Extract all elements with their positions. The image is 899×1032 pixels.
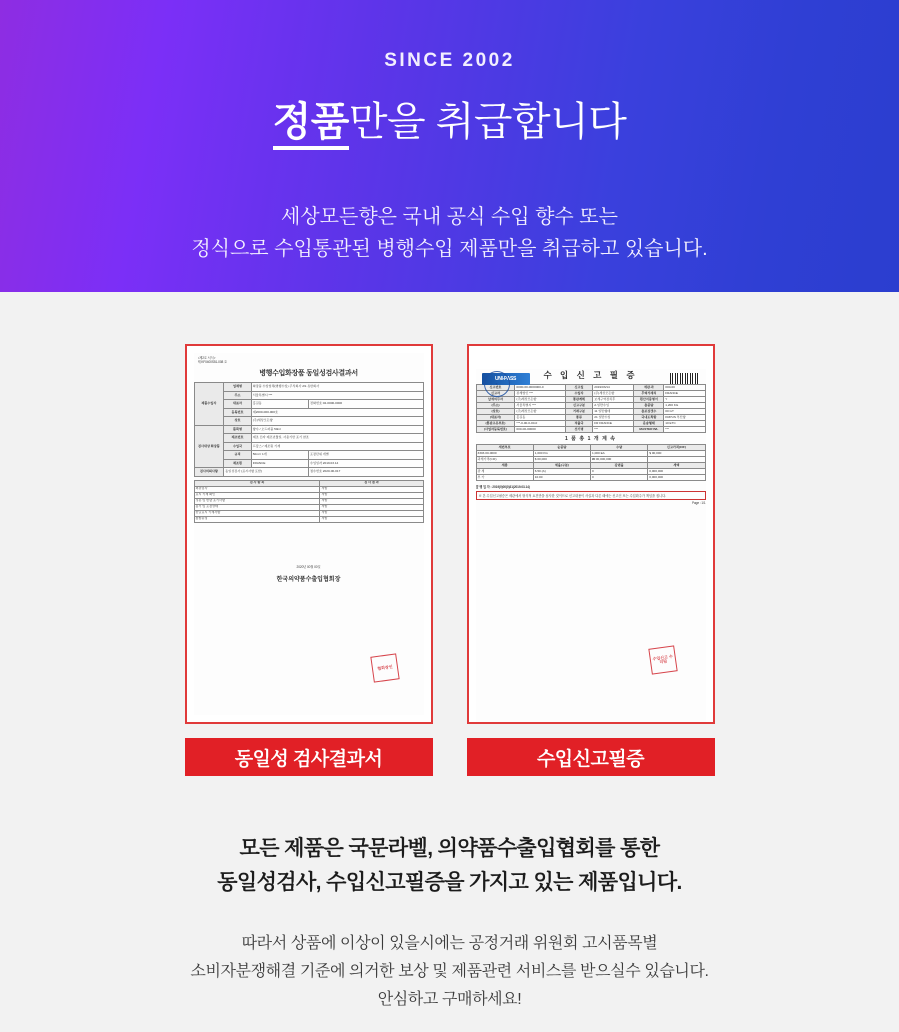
doc1-cell: 업체명: [224, 383, 251, 392]
doc2-cell: Y: [664, 397, 705, 403]
doc2-cell: (사업자등록번호): [476, 427, 515, 433]
page-title: [273, 100, 627, 144]
hero-banner: [0, 0, 899, 292]
doc1-cell: 수입국: [224, 442, 251, 451]
doc2-cell: 2019/03/14: [593, 385, 634, 391]
doc1-cell: 향수 / 오드퍼퓸 50ml: [251, 425, 423, 434]
doc2-cell: ***: [593, 427, 634, 433]
doc1-cell: 서울특별시 ***: [251, 391, 423, 400]
certificate-item-identity: [185, 344, 433, 776]
doc1-cell: 규격: [224, 451, 251, 460]
doc2-cell: 신고번호: [476, 385, 515, 391]
doc2-info-table: [476, 384, 706, 433]
table-row: [194, 459, 423, 468]
doc1-title: 병행수입화장품 동일성검사결과서: [259, 370, 358, 377]
page-title-accent: 정품: [273, 100, 349, 150]
unipass-logo: UNI-PASS: [482, 373, 530, 385]
doc1-check-name: 성분 및 함량 표기사항: [194, 498, 320, 504]
doc1-issuer: 한국의약품수출입협회장: [276, 576, 341, 583]
doc1-check-value: 적합: [320, 498, 423, 504]
doc2-c: ₩ 00,000,000: [591, 457, 648, 463]
doc2-middle-note: 1 품 총 1 개 계 속: [564, 436, 617, 442]
doc2-cell: (대표자): [476, 415, 515, 421]
import-approval-stamp: 수입신고 수리됨: [648, 645, 677, 674]
certificate-list: [185, 344, 715, 776]
subnotice-line-1: 따라서 상품에 이상이 있을시에는 공정거래 위원회 고시품목별: [241, 935, 658, 953]
doc2-cell: 세관.과: [634, 385, 664, 391]
doc1-cell: 제조원: [224, 459, 251, 468]
table-row: [194, 425, 423, 434]
notice-line-1: 모든 제품은 국문라벨, 의약품수출입협회를 통한: [239, 837, 660, 860]
doc1-header: [194, 353, 424, 365]
table-row: [194, 391, 423, 400]
doc2-cell: 거래구분: [565, 409, 592, 415]
doc2-cell: 적출국: [565, 421, 592, 427]
doc2-cell: FRANCE: [664, 391, 705, 397]
doc2-cell: 000-00-00000: [515, 427, 565, 433]
doc1-check-value: 적합: [320, 486, 423, 492]
doc1-cell: 제2000-000-000호: [251, 408, 423, 417]
table-row: [476, 427, 705, 433]
doc2-title: 수 입 신 고 필 증: [543, 370, 638, 380]
doc1-cell: 주소: [224, 391, 251, 400]
doc1-cell: 접수번호 2020-00-017: [308, 468, 423, 477]
doc1-check-value: 적합: [320, 510, 423, 516]
table-row: [194, 417, 423, 426]
doc2-h: 세번부호: [476, 445, 533, 451]
notice-line-2: 동일성검사, 수입신고필증을 가지고 있는 제품입니다.: [217, 871, 682, 895]
doc2-cell: (상호): [476, 409, 515, 415]
hero-subtitle: [191, 201, 707, 265]
doc2-cell: 10 ETC: [664, 421, 705, 427]
table-row: [194, 468, 423, 477]
doc2-cell: 수입자: [565, 391, 592, 397]
doc2-c: 0,000,000: [648, 475, 705, 481]
doc2-cell: 통관계획: [565, 397, 592, 403]
doc2-c: 세율(구분): [533, 463, 590, 469]
doc2-cell: 선기명: [565, 427, 592, 433]
certificate-caption-import: 수입신고필증: [467, 738, 715, 776]
doc1-cell: 동일성검사 (표시사항 포함): [224, 468, 309, 477]
doc2-c: 1,000 EA: [591, 451, 648, 457]
page-title-rest: 만을 취급합니다: [348, 100, 627, 144]
doc1-check-value: 적합: [320, 504, 423, 510]
customs-round-stamp: ●: [484, 371, 510, 397]
doc1-cell: 프랑스 / 제조원 기재: [251, 442, 423, 451]
doc2-cell: 국내도착항: [634, 415, 664, 421]
doc1-result-table: [194, 480, 424, 523]
table-row: [194, 516, 423, 522]
doc2-cell: 0000-00-0000000-0: [515, 385, 565, 391]
doc2-c: 1,000 KG: [533, 451, 590, 457]
doc2-c: $ 00,000: [533, 457, 590, 463]
doc2-cell: 무역거래처: [634, 391, 664, 397]
doc2-h: 순중량: [533, 445, 590, 451]
doc2-h: 수량: [591, 445, 648, 451]
scanned-document-identity: [194, 353, 424, 715]
doc2-c: 0: [591, 475, 648, 481]
doc2-cell: 신고자: [476, 391, 515, 397]
doc2-cell: KRPUS 부산항: [664, 415, 705, 421]
doc1-cell: 품목명: [224, 425, 251, 434]
doc2-cell: 총포장갯수: [634, 409, 664, 415]
hero-subtitle-line-1: 세상모든향은 국내 공식 수입 향수 또는: [281, 205, 618, 228]
doc2-cell: (통관고유부호): [476, 421, 515, 427]
official-seal-stamp: 협회장인: [370, 653, 399, 682]
doc2-issue-date: 발 행 일 자 : 2019(0)00(0)31(2019.03.14): [475, 485, 530, 489]
doc2-cell: 종류: [565, 415, 592, 421]
doc2-c: 감면율: [591, 463, 648, 469]
doc1-row-label-5: 검사대상 화장품: [194, 425, 224, 468]
doc2-c: 세종: [476, 463, 533, 469]
doc1-check-value: 적합: [320, 516, 423, 522]
certificates-section: [0, 292, 899, 1032]
doc1-cell: 제조 日자 제조년월일, 사용기한 표기 참조: [251, 434, 423, 443]
doc2-cell: 000-00: [664, 385, 705, 391]
doc1-check-name: 한글표시 기재사항: [194, 510, 320, 516]
doc1-cell: 등록번호: [224, 408, 251, 417]
doc2-cell: 총중량: [634, 403, 664, 409]
doc1-cell: 전화번호 02-0000-0000: [308, 400, 423, 409]
doc2-cell: 1,200 KG: [664, 403, 705, 409]
doc1-cell: 화장품 수입업체(병행수입) 주식회사 AS 유한회사: [251, 383, 423, 392]
table-row: [194, 383, 423, 392]
doc1-cell: 50ml / 1개: [251, 451, 308, 460]
doc2-c: 6.50 (A): [533, 469, 590, 475]
doc1-cell: 포장단위 개별: [308, 451, 423, 460]
doc1-cell: 제조번호: [224, 434, 251, 443]
doc2-page: Page : 1/1: [691, 501, 706, 505]
since-label: SINCE 2002: [384, 50, 515, 71]
doc2-c: 과세가격(CIF): [476, 457, 533, 463]
doc2-cell: 서울특별시 ***: [515, 403, 565, 409]
doc2-c: 10.00: [533, 475, 590, 481]
certificate-image-import[interactable]: [467, 344, 715, 724]
doc1-row-label-10: 검사의뢰사항: [194, 468, 224, 477]
doc1-issue-block: [194, 565, 424, 583]
doc2-cell: 운송형태: [634, 421, 664, 427]
doc2-cell: FR FRANCE: [593, 421, 634, 427]
doc2-cell: 홍길동: [515, 415, 565, 421]
table-row: [194, 451, 423, 460]
doc2-cell: 보세구역장치후: [593, 397, 634, 403]
scanned-document-import: [476, 369, 706, 724]
doc1-check-name: 용기 및 포장상태: [194, 504, 320, 510]
doc1-row-label-0: 제품수입자: [194, 383, 224, 426]
doc2-cell: ***: [664, 427, 705, 433]
table-row: [194, 408, 423, 417]
barcode-icon: [670, 373, 700, 384]
doc2-cell: 21 일반수입: [593, 415, 634, 421]
doc2-c: 0,000,000: [648, 469, 705, 475]
doc2-cell: (주)세상모든향: [515, 397, 565, 403]
subnotice-line-3: 안심하고 구매하세요!: [377, 991, 522, 1009]
doc2-cell: 원산지증명서: [634, 397, 664, 403]
notice-text: [217, 832, 682, 900]
doc2-cell: 11 일반형태: [593, 409, 634, 415]
doc1-check-value: 적합: [320, 492, 423, 498]
doc2-c: 0: [591, 469, 648, 475]
doc1-cell: 수입일자 2019.03.14: [308, 459, 423, 468]
doc1-cell: 상호: [224, 417, 251, 426]
doc1-form-label: <제2호 서식>: [197, 356, 216, 360]
doc2-c: 관 세: [476, 469, 533, 475]
subnotice-text: [190, 930, 708, 1014]
doc2-cell: 00 GT: [664, 409, 705, 415]
doc1-info-table: [194, 382, 424, 477]
table-row: [194, 400, 423, 409]
doc1-date: 2020년 00월 00일: [296, 564, 321, 569]
doc2-c: 3303.00-0000: [476, 451, 533, 457]
table-row: [194, 434, 423, 443]
doc2-h: 신고가격(CIF): [648, 445, 705, 451]
doc2-cell: (주)세상모든향: [593, 391, 634, 397]
doc1-cell: (주)세상모든향: [251, 417, 423, 426]
table-row: [194, 442, 423, 451]
certificate-image-identity[interactable]: [185, 344, 433, 724]
certificate-item-import: [467, 344, 715, 776]
doc2-c: 부 가: [476, 475, 533, 481]
doc2-c: $ 00,000: [648, 451, 705, 457]
doc2-footer-note: ※ 본 수입신고필증은 세관에서 형식적 요건만을 심사한 것이므로 신고내용이 사실과 다른 때에는 신고인 또는 수입화주가 책임을 집니다.: [476, 491, 706, 500]
doc2-cell: 납세의무자: [476, 397, 515, 403]
doc1-check-header-0: 검 사 항 목: [194, 480, 320, 486]
doc2-cell: (주소): [476, 403, 515, 409]
doc2-cell: 신고구분: [565, 403, 592, 409]
doc2-cell: (주)세상모든향: [515, 409, 565, 415]
doc1-check-name: 표시 기재 확인: [194, 492, 320, 498]
doc2-cell: ***-0-00-0-00-0: [515, 421, 565, 427]
doc1-cell: 홍길동: [251, 400, 308, 409]
certificate-caption-identity: 동일성 검사결과서: [185, 738, 433, 776]
doc1-code: 제 KF0400S51-008 호: [197, 360, 227, 364]
doc2-amount-table: [476, 444, 706, 481]
doc1-cell: FRANCE: [251, 459, 308, 468]
doc1-check-name: 외관검사: [194, 486, 320, 492]
hero-subtitle-line-2: 정식으로 수입통관된 병행수입 제품만을 취급하고 있습니다.: [191, 237, 708, 260]
doc2-cell: 관세법인 ***: [515, 391, 565, 397]
doc2-cell: MASTER B/L: [634, 427, 664, 433]
doc2-cell: 신고일: [565, 385, 592, 391]
table-row: [476, 475, 705, 481]
doc2-c: 세액: [648, 463, 705, 469]
doc2-cell: A 일반수입: [593, 403, 634, 409]
doc1-check-header-1: 검 사 결 과: [320, 480, 423, 486]
subnotice-line-2: 소비자분쟁해결 기준에 의거한 보상 및 제품관련 서비스를 받으실수 있습니다.: [190, 963, 709, 981]
doc1-cell: 대표자: [224, 400, 251, 409]
doc1-check-name: 종합판정: [194, 516, 320, 522]
